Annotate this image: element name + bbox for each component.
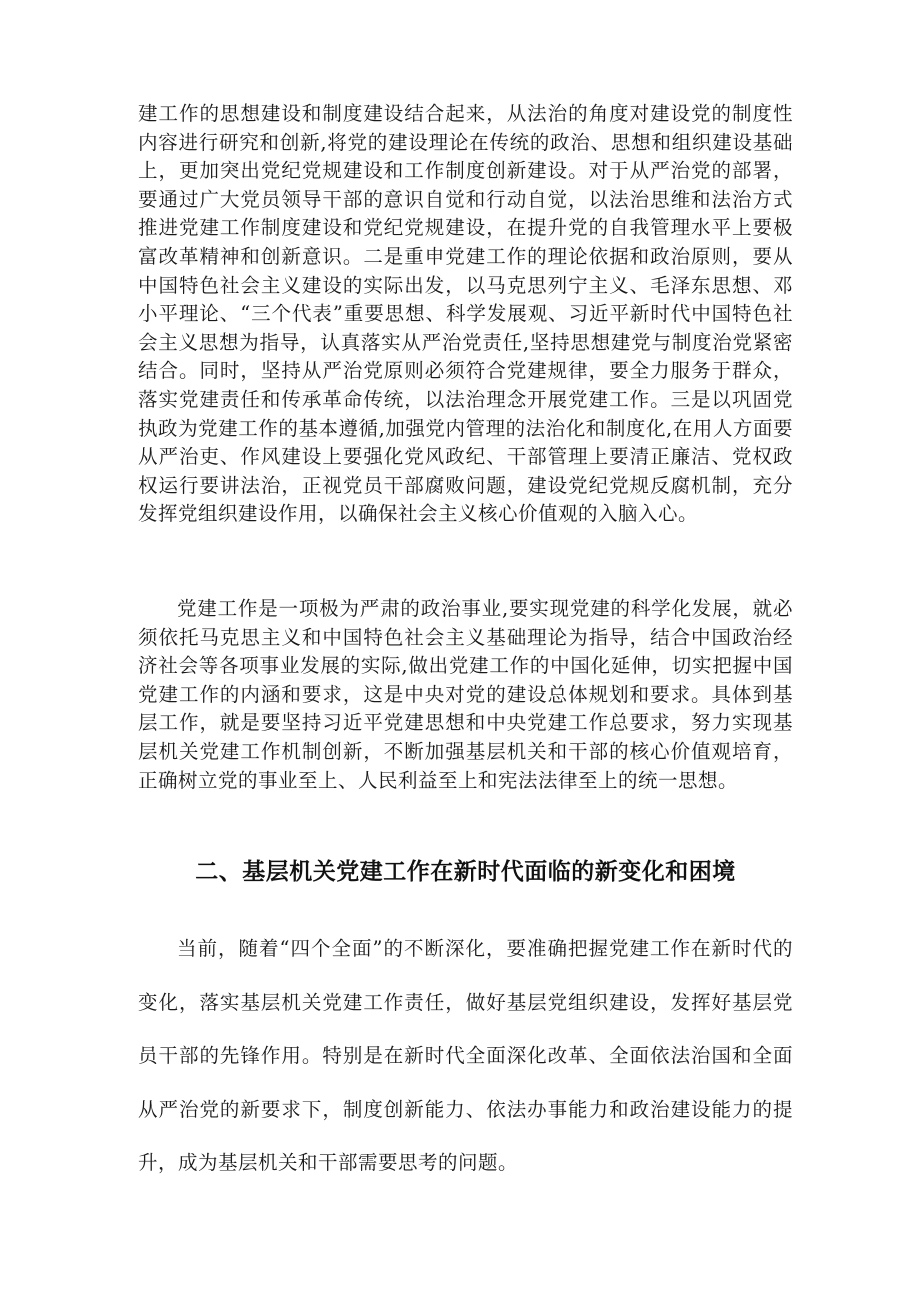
body-paragraph-3: 当前，随着“四个全面”的不断深化，要准确把握党建工作在新时代的变化，落实基层机关党建工作责任，做好基层党组织建设，发挥好基层党员干部的先锋作用。特别是在新时代全面深化改革、全面依法治国和全面从严治党的新要求下，制度创新能力、依法办事能力和政治建设能力的提升，成为基层机关和干部需要思考的问题。 (138, 937, 793, 1174)
body-paragraph-1: 建工作的思想建设和制度建设结合起来，从法治的角度对建设党的制度性内容进行研究和创新,将党的建设理论在传统的政治、思想和组织建设基础上，更加突出党纪党规建设和工作制度创新建设。对于从严治党的部署，要通过广大党员领导干部的意识自觉和行动自觉，以法治思维和法治方式推进党建工作制度建设和党纪党规建设，在提升党的自我管理水平上要极富改革精神和创新意识。二是重申党建工作的理论依据和政治原则，要从中国特色社会主义建设的实际出发，以马克思列宁主义、毛泽东思想、邓小平理论、“三个代表”重要思想、科学发展观、习近平新时代中国特色社会主义思想为指导，认真落实从严治党责任,坚持思想建党与制度治党紧密结合。同时，坚持从严治党原则必须符合党建规律，要全力服务于群众，落实党建责任和传承革命传统，以法治理念开展党建工作。三是以巩固党执政为党建工作的基本遵循,加强党内管理的法治化和制度化,在用人方面要从严治吏、作风建设上要强化党风政纪、干部管理上要清正廉洁、党权政权运行要讲法治，正视党员干部腐败问题，建设党纪党规反腐机制，充分发挥党组织建设作用，以确保社会主义核心价值观的入脑入心。 (138, 102, 793, 526)
body-paragraph-2: 党建工作是一项极为严肃的政治事业,要实现党建的科学化发展，就必须依托马克思主义和中国特色社会主义基础理论为指导，结合中国政治经济社会等各项事业发展的实际,做出党建工作的中国化延伸，切实把握中国党建工作的内涵和要求，这是中央对党的建设总体规划和要求。具体到基层工作，就是要坚持习近平党建思想和中央党建工作总要求，努力实现基层机关党建工作机制创新，不断加强基层机关和干部的核心价值观培育，正确树立党的事业至上、人民利益至上和宪法法律至上的统一思想。 (138, 597, 793, 792)
section-heading: 二、基层机关党建工作在新时代面临的新变化和困境 (195, 859, 736, 885)
